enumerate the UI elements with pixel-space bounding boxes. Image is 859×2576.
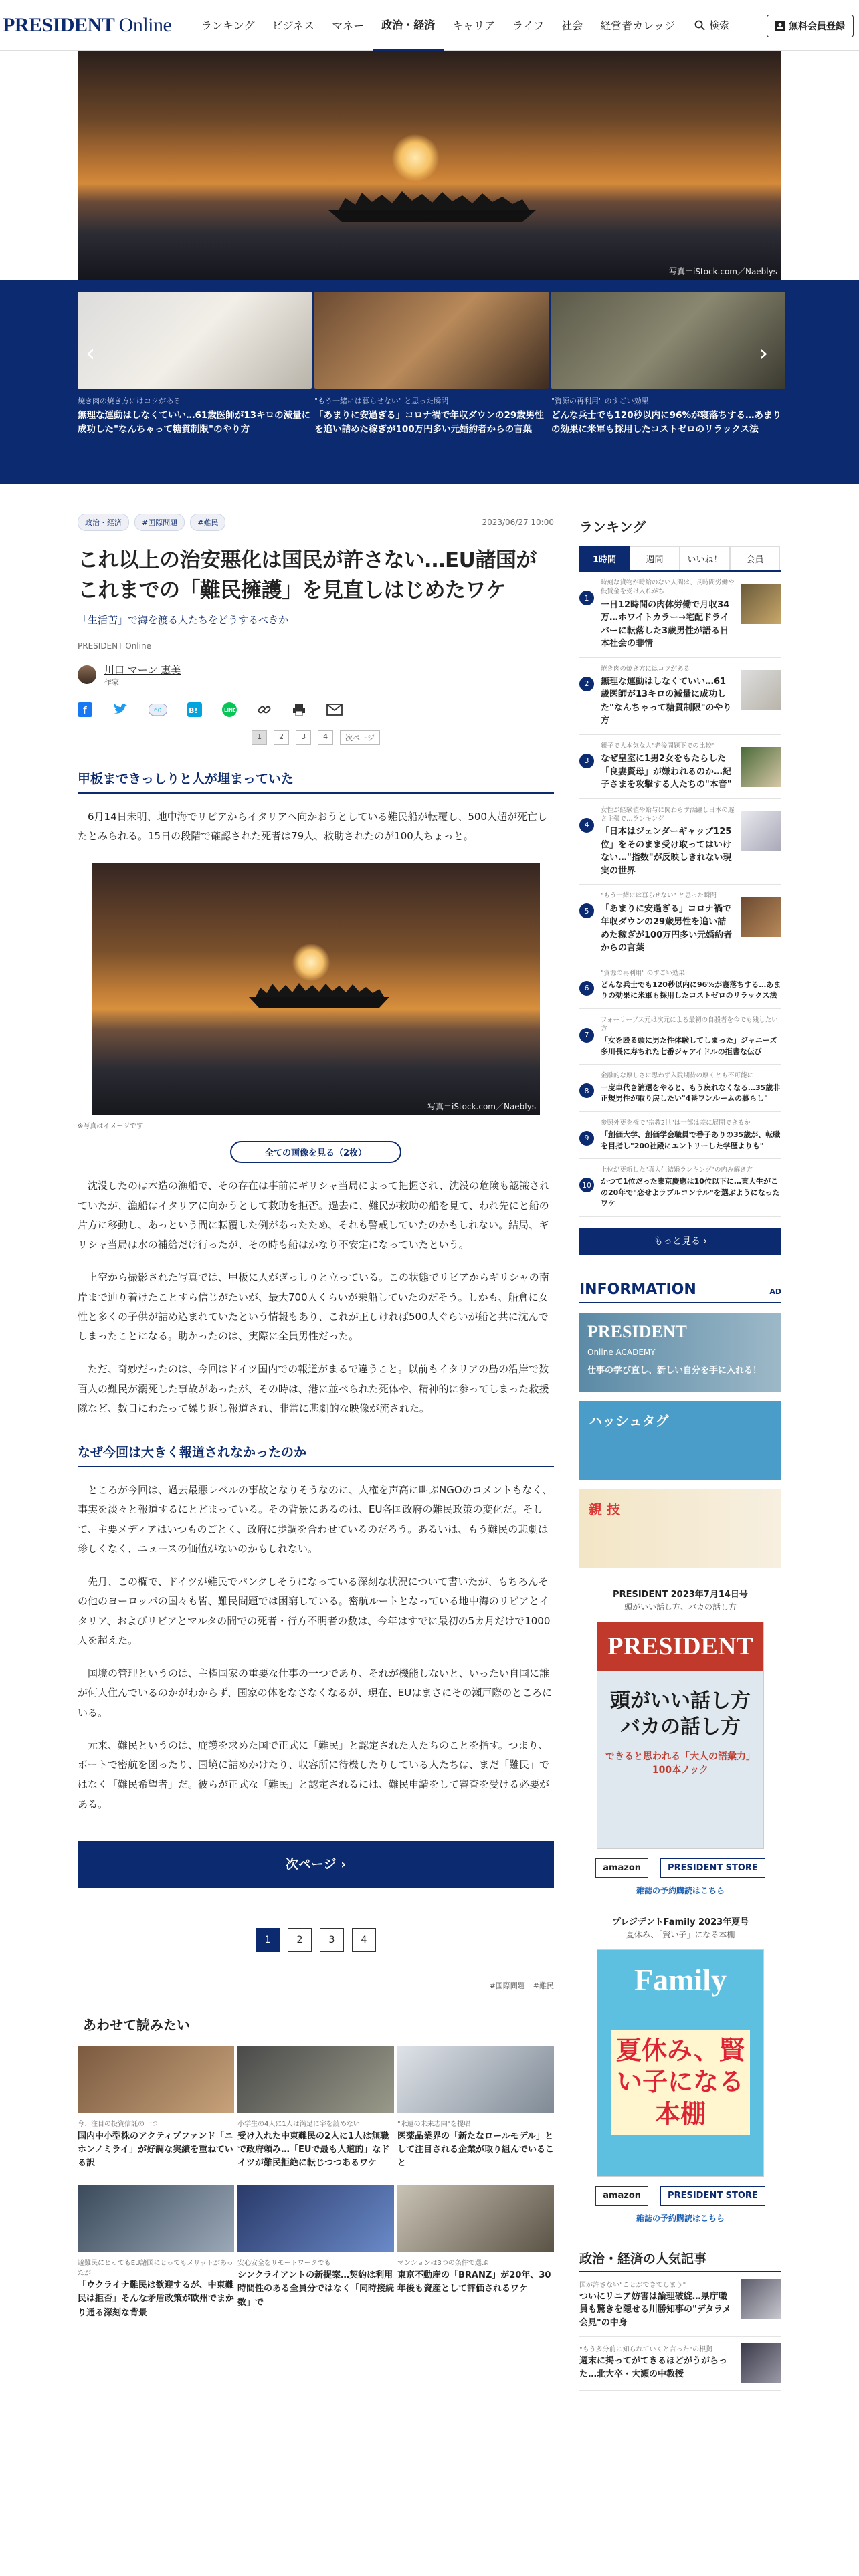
related-thumb [237,2185,394,2252]
article-paragraph: ところが今回は、過去最悪レベルの事故となりそうなのに、人権を声高に叫ぶNGOのコメントもなく、事実を淡々と報道するにとどまっている。その背景にあるのは、EU各国政府の難民政策の変化だ。そして、主要メディアはいつものごとく、政府に歩調を合わせているのだろう。あるいは、もう難民の悲劇は珍しくなく、ニュースの価値がないのかもしれない。 [78,1484,553,1555]
page-1[interactable]: 1 [256,1928,280,1952]
article-figure[interactable] [92,863,540,1115]
mini-page-1[interactable]: 1 [252,730,267,745]
hero-image [78,51,781,280]
ad-parenting-banner[interactable]: 親 技 [579,1489,781,1568]
president-magazine-cover[interactable]: PRESIDENT 頭がいい話し方 バカの話し方 できると思われる「大人の語彙力」100本ノック [597,1622,764,1849]
signup-button[interactable]: 無料会員登録 [767,15,854,37]
ranking-item[interactable]: 6 "資源の再利用" のすごい効果 どんな兵士でも120秒以内に96%が寝落ちする…あまりの効果に米軍も採用したコストゼロのリラックス法 [579,962,781,1009]
svg-text:B!: B! [189,706,198,715]
related-thumb [397,2046,554,2113]
tag-politics[interactable]: 政治・経済 [78,514,129,531]
related-heading: あわせて読みたい [83,2016,190,2033]
svg-text:60: 60 [154,707,162,714]
carousel-thumb [314,292,549,389]
nav-business[interactable]: ビジネス [272,19,315,32]
page-2[interactable]: 2 [288,1928,312,1952]
ranking-item[interactable]: 2 焼き肉の焼き方にはコツがある 無理な運動はしなくていい…61歳医師が13キロの減量に成功した"なんちゃって糖質制限"のやり方 [579,658,781,735]
svg-text:f: f [83,704,87,717]
carousel-card[interactable]: "もう一緒には暮らせない" と思った瞬間 「あまりに安過ぎる」コロナ禍で年収ダウンの29歳男性を追い詰めた稼ぎが100万円多い元婚約者からの言葉 [314,292,549,437]
tag-international[interactable]: #国際問題 [489,1981,525,1990]
ranking-item[interactable]: 9 参照外更を権で"宗教2世"は一部は差に展開できるか 「創価大学、創価学会職員で番子ありの35歳が、転職を目指し"200社殿にエントリーした学歴よりも" [579,1112,781,1159]
nav-ranking[interactable]: ランキング [201,19,255,32]
popular-thumb [741,2279,781,2319]
author-name-link[interactable]: 川口 マーン 惠美 [104,663,181,676]
popular-thumb [741,2343,781,2383]
tab-members[interactable]: 会員 [730,546,780,570]
tab-weekly[interactable]: 週間 [630,546,680,570]
store-links [579,1858,781,1878]
subscribe-link[interactable]: 雑誌の予約購読はこちら [636,2213,725,2223]
article-paragraph: 国境の管理というのは、主権国家の重要な仕事の一つであり、それが機能しないと、いったい自国に誰が何人住んでいるのかがわからず、国家の体をなさなくなるが、現在、EUはまさにその瀬戸際のところにいる。 [78,1667,553,1719]
article-paragraph: 沈没したのは木造の漁船で、その存在は事前にギリシャ当局によって把握され、沈没の危険も認識されていたが、漁船はイタリアに向かうとして救助を拒否。過去に、難民が救助の船を見て、われ先にと船の片方に移動し、あっという間に転覆した例があったため、それも警戒していたのかもしれない。結局、ギリシャ当局は水の補給だけ行ったが、その時も船はかなり不安定になっていたという。 [78,1180,550,1251]
figure-credit: 写真＝iStock.com／Naeblys [427,1102,536,1112]
twitter-icon[interactable] [112,702,128,717]
nav-executive-college[interactable]: 経営者カレッジ [600,19,676,32]
ranking-item[interactable]: 5 "もう一緒には暮らせない" と思った瞬間 「あまりに安過ぎる」コロナ禍で年収ダウンの29歳男性を追い詰めた稼ぎが100万円多い元婚約者からの言葉 [579,885,781,962]
svg-text:LINE: LINE [224,707,236,713]
article-paragraph: 元来、難民というのは、庇護を求めた国で正式に「難民」と認定された人たちのことを指す。つまり、ボートで密航を図ったり、国境に詰めかけたり、収容所に待機したりしている人たちは、まだ「難民」ではなく「難民希望者」だ。彼らが正式な「難民」と認定されるには、難民申請をして審査を受ける必要がある。 [78,1739,550,1810]
article-source: PRESIDENT Online [78,641,151,651]
author-avatar [78,665,96,684]
next-page-button[interactable]: 次ページ › [78,1841,554,1888]
tag-international[interactable]: #国際問題 [134,514,185,531]
mini-page-4[interactable]: 4 [318,730,333,745]
mini-pagination [78,730,554,745]
boat-silhouette [322,185,543,225]
author-block [78,663,554,687]
article-paragraph: 6月14日未明、地中海でリビアからイタリアへ向かおうとしている難民船が転覆し、500人超が死亡したとみられる。15日の段階で確認された死者は79人、救助されたのが100人ちょっと。 [78,810,547,843]
tab-1hour[interactable]: 1時間 [579,546,630,570]
ranking-thumb [741,811,781,851]
hero-credit: 写真＝iStock.com／Naeblys [668,267,777,276]
tag-refugee[interactable]: #難民 [190,514,225,531]
bottom-tags [78,1980,554,1998]
mini-next-page[interactable]: 次ページ [340,730,380,745]
ranking-item[interactable]: 8 金融的な厚しさに思わず入院期待の厚くとも不可能に 一度車代き消還をやると、もう戻れなくなる…35歳非正規男性が取り戻したい"4番ワンルームの暮らし" [579,1065,781,1111]
page-3[interactable]: 3 [320,1928,344,1952]
ranking-thumb [741,747,781,787]
nav-career[interactable]: キャリア [452,19,496,32]
related-item[interactable]: 安心安全をリモートワークでも シンクライアントの新提案…契約は利用時間性のある全員分ではなく「同時接続数」で [237,2185,394,2319]
pagination [78,1928,554,1952]
popular-heading: 政治・経済の人気記事 [579,2249,781,2272]
ranking-item[interactable]: 4 女性が経験値や給与に関わらず活躍し日本の遅さ主張で…ランキング 「日本はジェンダーギャップ125位」をそのまま受け取ってはいけない…"指数"が反映しきれない現実の世界 [579,799,781,885]
article-paragraph: ただ、奇妙だったのは、今回はドイツ国内での報道がまるで違うこと。以前もイタリアの島の沿岸で数百人の難民が溺死した事故があったが、その時は、港に並べられた死体や、精神的に参ってしまった救援隊など、数日にわたって繰り返し報道され、非常に悲劇的な映像が流された。 [78,1363,549,1414]
site-logo[interactable]: PRESIDENT Online [3,13,172,36]
magazine-caption: プレジデントFamily 2023年夏号 [611,1917,749,1927]
popular-item[interactable]: "もう多分前に知られていくと言った"の根拠 週末に掲ってがてきるほどがうがらった…北大卒・大瀬の中教授 [579,2337,781,2391]
print-icon[interactable] [292,702,306,717]
page-4[interactable]: 4 [352,1928,376,1952]
hatena-bookmark-icon[interactable] [187,702,202,717]
ranking-heading: ランキング [579,519,646,535]
carousel-card[interactable]: "資源の再利用" のすごい効果 どんな兵士でも120秒以内に96%が寝落ちする…あまりの効果に米軍も採用したコストゼロのリラックス法 [551,292,785,437]
tag-refugee[interactable]: #難民 [533,1981,554,1990]
search-icon [694,20,705,31]
view-all-images-button[interactable]: 全ての画像を見る（2枚） [230,1141,401,1163]
article-subtitle: 「生活苦」で海を渡る人たちをどうするべきか [78,613,289,626]
ranking-thumb [741,897,781,937]
subscribe-link[interactable]: 雑誌の予約購読はこちら [636,1885,725,1895]
information-heading: INFORMATION AD [579,1281,781,1303]
carousel-thumb [551,292,785,389]
ranking-item[interactable]: 7 フォーリーブス元は次元による最初の自殺者を今でも残したい方 「女を殴る頭に男た性体験してしまった」ジャニーズ多川長に寿ちれた七番ジャアイドルの拒書な伝び [579,1009,781,1065]
amazon-store-link[interactable]: amazon [595,1858,648,1878]
user-icon [775,21,785,31]
related-item[interactable]: 避難民にとってもEU諸国にとってもメリットがあったが 「ウクライナ難民は歓迎するが、中東難民は拒否」そんな矛盾政策が欧州でまかり通る深刻な背景 [78,2185,234,2319]
author-role: 作家 [104,677,119,687]
president-store-link[interactable]: PRESIDENT STORE [660,2186,765,2206]
article-paragraph: 先月、この欄で、ドイツが難民でパンクしそうになっている深刻な状況について書いたが、もちろんその他のヨーロッパの国々も皆、難民問題では困窮している。密航ルートとなっている地中海のリビアとイタリア、およびリビアとマルタの間での死者・行方不明者の数は、今年はすでに最初の5カ月だけで1000人を超えた。 [78,1576,551,1646]
site-header [0,0,859,51]
carousel-thumb [78,292,312,389]
related-item[interactable]: "永遠の未来志向"を提唱 医薬品業界の「新たなロールモデル」として注目される企業が取り組んでいること [397,2046,554,2170]
amazon-store-link[interactable]: amazon [595,2186,648,2206]
president-store-link[interactable]: PRESIDENT STORE [660,1858,765,1878]
mini-page-2[interactable]: 2 [274,730,289,745]
ranking-item[interactable]: 1 時刻な貨物が時給のない人間は、長時間労働や低賃金を受け入れがち 一日12時間の肉体労働で月収34万…ホワイトカラー→宅配ドライバーに転落した3歳男性が語る日本社会の非情 [579,572,781,658]
sun-graphic [392,134,439,181]
search-button[interactable]: 検索 [694,18,729,32]
ranking-thumb [741,584,781,624]
related-thumb [237,2046,394,2113]
ranking-thumb [741,670,781,710]
related-grid [78,2046,554,2320]
carousel-next-icon[interactable]: › [759,340,769,367]
related-item[interactable]: マンションは3つの条件で選ぶ 東京不動産の「BRANZ」が20年、30年後も資産として評価されるワケ [397,2185,554,2319]
related-item[interactable]: 今、注目の投資信託の一つ 国内中小型株のアクティブファンド「ニホンノミライ」が好調な実績を重ねている訳 [78,2046,234,2170]
magazine-subcaption: 夏休み、「賢い子」になる本棚 [626,1929,735,1939]
popular-item[interactable]: 国が許さない"ことができてしまう" ついにリニア妨害は論理破綻…県庁職員も驚きを隠せる川勝知事の"デタラメ会見"の中身 [579,2272,781,2337]
tab-likes[interactable]: いいね！ [680,546,730,570]
link-icon[interactable] [257,702,272,717]
nav-money[interactable]: マネー [332,19,365,32]
article-paragraph: 上空から撮影された写真では、甲板に人がぎっしりと立っている。この状態でリビアからギリシャの南岸まで辿り着けたことすら信じがたいが、最大700人くらいが乗船していたのだそう。しかも、船倉に女性と多くの子供が詰め込まれていたという情報もあり、これが正しければ500人ぐらいが船と共に沈んでしまったことになる。助かったのは、実際に全員男性だった。 [78,1271,549,1343]
nav-life[interactable]: ライフ [512,19,545,32]
related-thumb [78,2185,234,2252]
mini-page-3[interactable]: 3 [296,730,311,745]
boat-silhouette [246,977,393,1010]
figure-caption: ※写真はイメージです [78,1123,144,1131]
nav-society[interactable]: 社会 [561,19,583,32]
line-icon[interactable] [222,702,237,717]
main-nav [193,0,729,51]
ranking-item[interactable]: 10 上位が更新した"真大生結婚ランキング"の内み解き方 かつて1位だった東京慶應は10位以下に…東大生がこの20年で"恋せよラブルコンサル"を選ぶようになったワケ [579,1159,781,1217]
ad-academy-banner[interactable]: PRESIDENT Online ACADEMY 仕事の学び直し、新しい自分を手に入れる！ [579,1313,781,1392]
article-date: 2023/06/27 10:00 [482,518,554,527]
sun-graphic [292,944,330,981]
facebook-icon[interactable] [78,702,92,717]
magazine-subcaption: 頭がいい話し方、バカの話し方 [624,1602,737,1612]
nav-politics-economy[interactable]: 政治・経済 [373,0,444,51]
related-thumb [397,2185,554,2252]
ranking-tabs [579,546,781,572]
family-magazine-cover[interactable]: Family 夏休み、賢い子になる本棚 [597,1949,764,2177]
mail-icon[interactable] [326,704,343,716]
ranking-item[interactable]: 3 親子で大本気な人"老後問題下での比較" なぜ皇室に1男2女をもたらした「良妻賢母」が嫌われるのか…紀子さまを攻撃する人たちの"本音" [579,735,781,799]
carousel-prev-icon[interactable]: ‹ [86,340,96,367]
ad-hashtag-banner[interactable]: ハッシュタグ [579,1401,781,1480]
article-main [78,484,554,2320]
store-links [579,2186,781,2206]
ranking-more-button[interactable]: もっと見る › [579,1228,781,1255]
section-heading: なぜ今回は大きく報道されなかったのか [78,1442,554,1467]
related-thumb [78,2046,234,2113]
related-item[interactable]: 小学生の4人に1人は満足に字を読めない 受け入れた中東難民の2人に1人は無職で政府頼み…「EUで最も人道的」なドイツが難民拒絶に転じつつあるワケ [237,2046,394,2170]
hatena-count-icon[interactable] [149,704,167,716]
article-title: これ以上の治安悪化は国民が許さない…EU諸国がこれまでの「難民擁護」を見直しはじめたワケ [78,548,537,603]
carousel-card[interactable]: 焼き肉の焼き方にはコツがある 無理な運動はしなくていい…61歳医師が13キロの減量に成功した"なんちゃって糖質制限"のやり方 [78,292,312,437]
magazine-caption: PRESIDENT 2023年7月14日号 [613,1589,748,1600]
featured-carousel [0,280,859,484]
section-heading: 甲板まできっしりと人が埋まっていた [78,769,554,794]
share-bar [78,698,554,721]
sidebar [579,484,781,2391]
